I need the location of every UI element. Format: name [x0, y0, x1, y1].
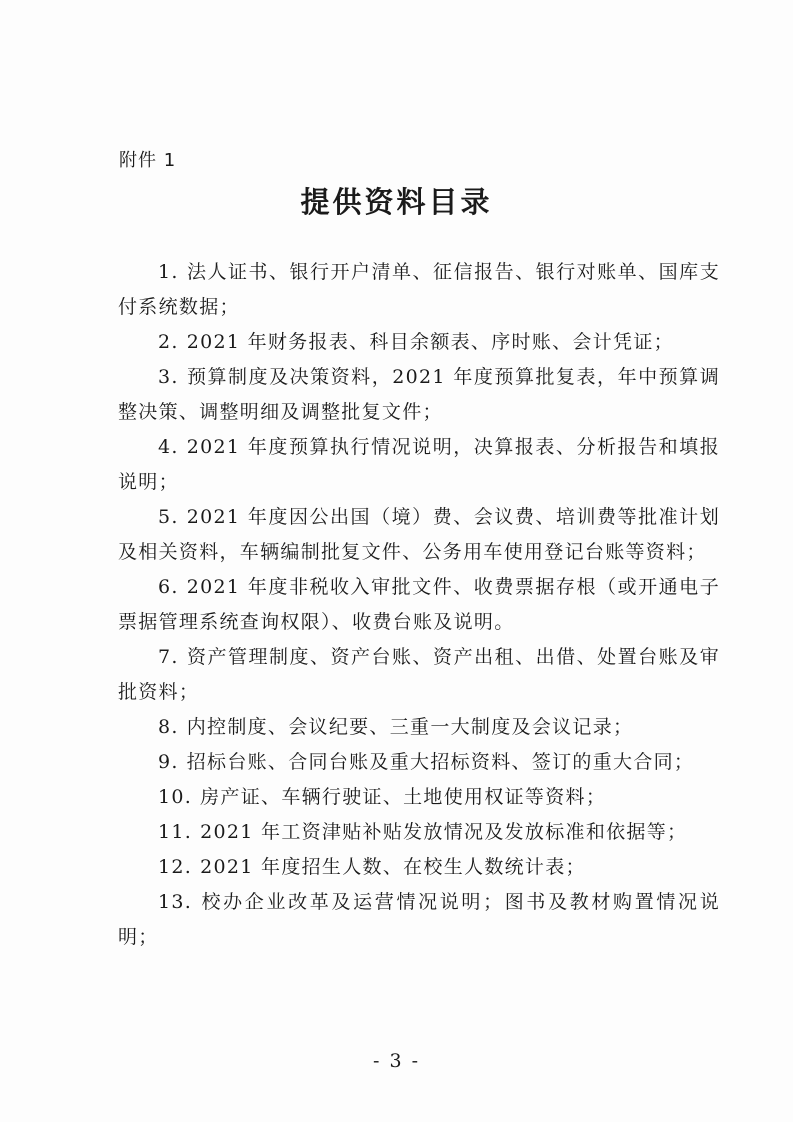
item-text: 2021 年度预算执行情况说明，决算报表、分析报告和填报说明；	[118, 436, 720, 493]
list-item	[118, 710, 720, 745]
item-text: 资产管理制度、资产台账、资产出租、出借、处置台账及审批资料；	[118, 646, 720, 703]
item-text: 预算制度及决策资料，2021 年度预算批复表，年中预算调整决策、调整明细及调整批复文件；	[118, 366, 720, 423]
list-item	[118, 500, 720, 570]
item-number: 11.	[158, 821, 193, 843]
item-number: 3.	[158, 366, 179, 388]
item-number: 1.	[158, 261, 179, 283]
list-item	[118, 640, 720, 710]
list-item	[118, 815, 720, 850]
item-number: 5.	[158, 506, 179, 528]
item-text: 校办企业改革及运营情况说明；图书及教材购置情况说明；	[118, 891, 720, 948]
item-number: 9.	[158, 751, 179, 773]
document-title: 提供资料目录	[300, 185, 493, 219]
item-number: 12.	[158, 856, 193, 878]
attachment-label: 附件 1	[119, 150, 177, 171]
item-text: 2021 年度非税收入审批文件、收费票据存根（或开通电子票据管理系统查询权限）、收费台账及说明。	[118, 576, 720, 633]
item-text: 2021 年度因公出国（境）费、会议费、培训费等批准计划及相关资料，车辆编制批复文件、公务用车使用登记台账等资料；	[118, 506, 720, 563]
item-text: 招标台账、合同台账及重大招标资料、签订的重大合同；	[186, 751, 695, 773]
item-number: 10.	[158, 786, 193, 808]
item-number: 2.	[158, 331, 179, 353]
list-item	[118, 885, 720, 955]
page-number: - 3 -	[372, 1050, 420, 1072]
item-number: 8.	[158, 716, 179, 738]
list-item	[118, 850, 720, 885]
list-item	[118, 325, 720, 360]
item-text: 2021 年工资津贴补贴发放情况及发放标准和依据等；	[200, 821, 688, 843]
materials-list	[118, 255, 720, 955]
item-text: 2021 年度招生人数、在校生人数统计表；	[200, 856, 586, 878]
list-item	[118, 745, 720, 780]
item-text: 法人证书、银行开户清单、征信报告、银行对账单、国库支付系统数据；	[118, 261, 720, 318]
item-number: 7.	[158, 646, 179, 668]
list-item	[118, 430, 720, 500]
list-item	[118, 780, 720, 815]
item-number: 6.	[158, 576, 179, 598]
item-text: 2021 年财务报表、科目余额表、序时账、会计凭证；	[186, 331, 674, 353]
list-item	[118, 360, 720, 430]
item-text: 内控制度、会议纪要、三重一大制度及会议记录；	[186, 716, 634, 738]
item-number: 13.	[158, 891, 193, 913]
item-text: 房产证、车辆行驶证、土地使用权证等资料；	[200, 786, 607, 808]
list-item	[118, 255, 720, 325]
item-number: 4.	[158, 436, 179, 458]
list-item	[118, 570, 720, 640]
